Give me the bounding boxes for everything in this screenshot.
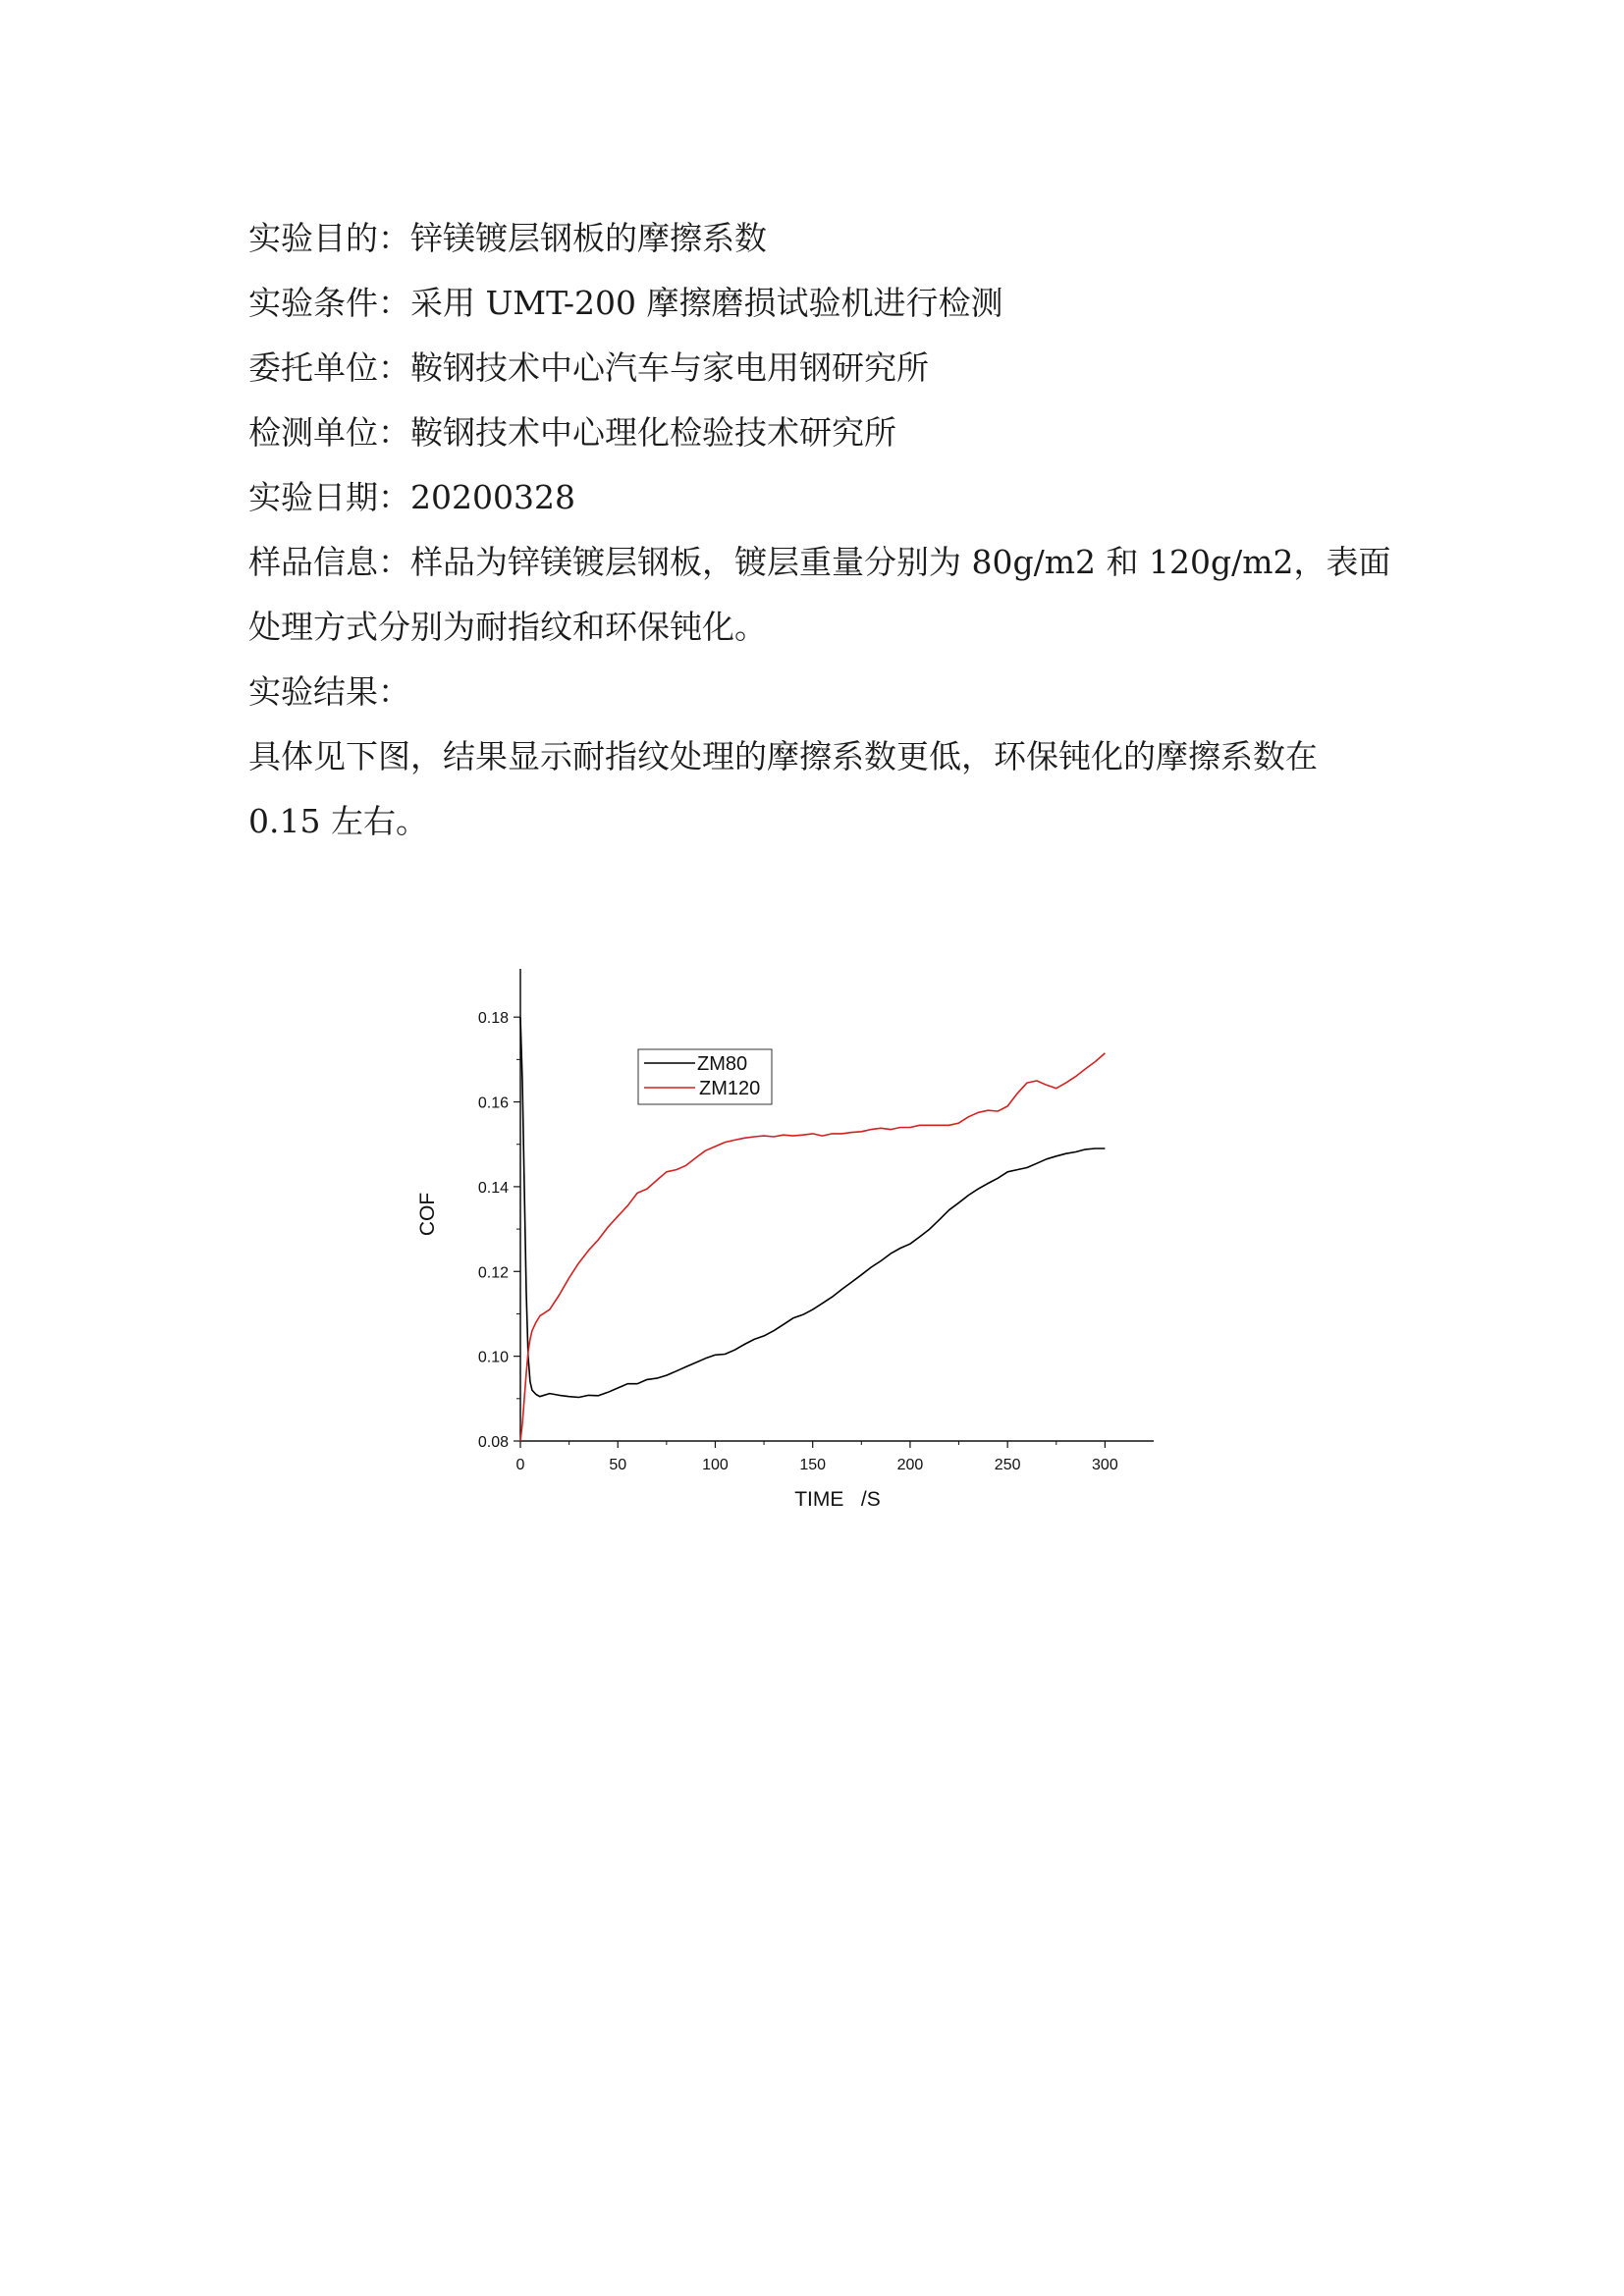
- y-tick-label: 0.16: [477, 1095, 509, 1112]
- x-tick-label: 200: [896, 1457, 924, 1473]
- series-lines: [520, 1017, 1105, 1441]
- axis-ticks: [478, 1010, 1118, 1473]
- line-value: 鞍钢技术中心理化检验技术研究所: [410, 413, 896, 452]
- line-label: 实验日期：: [248, 478, 410, 516]
- cof-chart: [412, 957, 1178, 1536]
- line-sample-info: [248, 530, 1397, 660]
- x-tick-label: 50: [609, 1457, 627, 1473]
- line-label: 检测单位：: [248, 413, 410, 452]
- line-date: [248, 465, 1397, 530]
- y-axis-title: COF: [416, 1192, 439, 1237]
- line-client: [248, 336, 1397, 400]
- line-value: 采用 UMT-200 摩擦磨损试验机进行检测: [410, 284, 1003, 322]
- y-tick-label: 0.10: [477, 1349, 509, 1366]
- x-tick-label: 250: [994, 1457, 1021, 1473]
- line-value: 20200328: [410, 478, 575, 516]
- series-line-zm80: [520, 1017, 1105, 1397]
- x-tick-label: 150: [799, 1457, 827, 1473]
- x-tick-label: 300: [1092, 1457, 1118, 1473]
- y-tick-label: 0.08: [477, 1434, 509, 1451]
- y-tick-label: 0.14: [477, 1179, 509, 1197]
- report-text: [248, 206, 1397, 854]
- line-label: 委托单位：: [248, 348, 410, 387]
- x-tick-label: 0: [515, 1457, 525, 1473]
- legend: [638, 1049, 772, 1104]
- line-results-text: [248, 724, 1397, 854]
- series-line-zm120: [520, 1053, 1105, 1441]
- line-value: 样品为锌镁镀层钢板，镀层重量分别为 80g/m2 和 120g/m2，表面处理方式分别为耐指纹和环保钝化。: [248, 543, 1391, 646]
- line-value: 鞍钢技术中心汽车与家电用钢研究所: [410, 348, 929, 387]
- line-label: 实验目的：: [248, 219, 410, 257]
- legend-label-zm80: ZM80: [697, 1053, 748, 1075]
- line-results-heading: [248, 660, 1397, 724]
- cof-chart-svg: [412, 957, 1178, 1536]
- line-conditions: [248, 271, 1397, 336]
- legend-label-zm120: ZM120: [699, 1078, 761, 1099]
- line-value: 具体见下图，结果显示耐指纹处理的摩擦系数更低，环保钝化的摩擦系数在 0.15 左右。: [248, 737, 1318, 840]
- y-tick-label: 0.12: [477, 1264, 509, 1282]
- x-tick-label: 100: [702, 1457, 729, 1473]
- line-value: 锌镁镀层钢板的摩擦系数: [410, 219, 767, 257]
- line-testing-unit: [248, 400, 1397, 465]
- line-label: 样品信息：: [248, 543, 410, 581]
- y-tick-label: 0.18: [477, 1010, 509, 1028]
- line-label: 实验条件：: [248, 284, 410, 322]
- line-label: 实验结果：: [248, 672, 410, 711]
- x-axis-title: TIME /S: [794, 1488, 881, 1511]
- line-purpose: [248, 206, 1397, 271]
- axes: [520, 969, 1154, 1441]
